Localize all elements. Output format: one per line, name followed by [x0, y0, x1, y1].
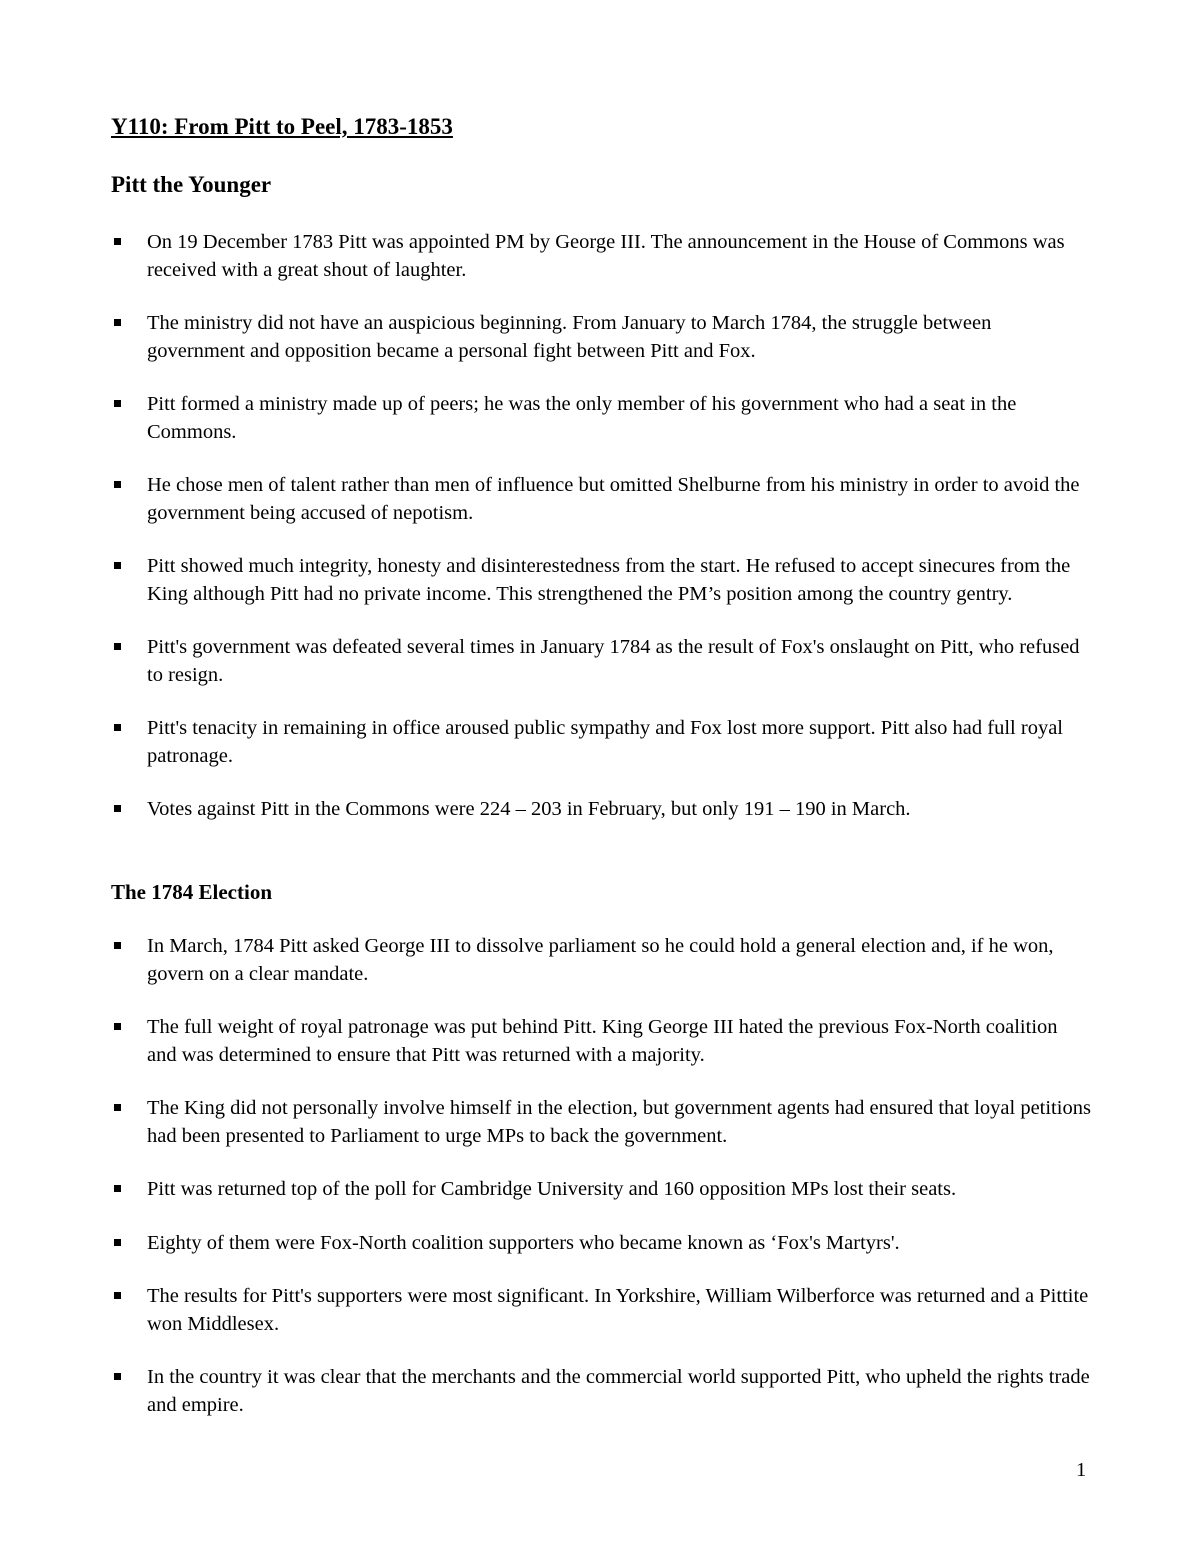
list-item [0, 1014, 1092, 1069]
square-bullet-icon [114, 1292, 121, 1299]
square-bullet-icon [114, 1104, 121, 1111]
list-item [0, 1364, 1092, 1419]
square-bullet-icon [114, 319, 121, 326]
list-item-text: Pitt's government was defeated several times in January 1784 as the result of Fox's onslaught on Pitt, who refused to resign. [147, 636, 1080, 686]
section-heading-pitt-the-younger: Pitt the Younger [111, 172, 272, 197]
bullet-list-pitt-the-younger [0, 229, 1092, 824]
bullet-list-1784-election [0, 933, 1092, 1419]
square-bullet-icon [114, 724, 121, 731]
square-bullet-icon [114, 805, 121, 812]
list-item-text: Pitt showed much integrity, honesty and disinterestedness from the start. He refused to accept sinecures from the King although Pitt had no private income. This strengthened the PM’s position among the country gentry. [147, 555, 1071, 605]
list-item-text: The results for Pitt's supporters were most significant. In Yorkshire, William Wilberforce was returned and a Pittite won Middlesex. [147, 1285, 1089, 1335]
list-item-text: The King did not personally involve himself in the election, but government agents had ensured that loyal petitions had been presented to Parliament to urge MPs to back the government. [147, 1097, 1091, 1147]
square-bullet-icon [114, 238, 121, 245]
list-item [0, 1230, 1092, 1258]
list-item [0, 796, 1092, 824]
list-item-text: Eighty of them were Fox-North coalition supporters who became known as ‘Fox's Martyrs'. [147, 1231, 900, 1254]
list-item-text: Pitt formed a ministry made up of peers; he was the only member of his government who had a seat in the Commons. [147, 393, 1017, 443]
list-item-text: In the country it was clear that the merchants and the commercial world supported Pitt, who upheld the rights trade and empire. [147, 1366, 1090, 1416]
list-item-text: He chose men of talent rather than men of influence but omitted Shelburne from his ministry in order to avoid the government being accused of nepotism. [147, 474, 1080, 524]
list-item-text: Pitt's tenacity in remaining in office aroused public sympathy and Fox lost more support. Pitt also had full royal patronage. [147, 717, 1063, 767]
list-item [0, 933, 1092, 988]
square-bullet-icon [114, 1373, 121, 1380]
square-bullet-icon [114, 942, 121, 949]
list-item [0, 229, 1092, 284]
square-bullet-icon [114, 1185, 121, 1192]
square-bullet-icon [114, 1023, 121, 1030]
list-item [0, 1283, 1092, 1338]
list-item-text: The full weight of royal patronage was put behind Pitt. King George III hated the previous Fox-North coalition and was determined to ensure that Pitt was returned with a majority. [147, 1016, 1058, 1066]
square-bullet-icon [114, 400, 121, 407]
list-item [0, 391, 1092, 446]
list-item-text: On 19 December 1783 Pitt was appointed PM by George III. The announcement in the House of Commons was received with a great shout of laughter. [147, 231, 1065, 281]
square-bullet-icon [114, 562, 121, 569]
list-item-text: Pitt was returned top of the poll for Cambridge University and 160 opposition MPs lost their seats. [147, 1178, 957, 1200]
list-item [0, 634, 1092, 689]
square-bullet-icon [114, 481, 121, 488]
square-bullet-icon [114, 643, 121, 650]
list-item [0, 1176, 1092, 1204]
list-item-text: Votes against Pitt in the Commons were 224 – 203 in February, but only 191 – 190 in March. [147, 798, 911, 820]
list-item [0, 553, 1092, 608]
list-item [0, 1095, 1092, 1150]
section-heading-1784-election: The 1784 Election [111, 880, 272, 904]
page-number: 1 [1076, 1459, 1087, 1481]
list-item [0, 472, 1092, 527]
list-item [0, 310, 1092, 365]
square-bullet-icon [114, 1239, 121, 1246]
list-item [0, 715, 1092, 770]
document-title: Y110: From Pitt to Peel, 1783-1853 [111, 114, 453, 139]
list-item-text: The ministry did not have an auspicious beginning. From January to March 1784, the struggle between government and opposition became a personal fight between Pitt and Fox. [147, 312, 992, 362]
list-item-text: In March, 1784 Pitt asked George III to dissolve parliament so he could hold a general election and, if he won, govern on a clear mandate. [147, 935, 1054, 985]
